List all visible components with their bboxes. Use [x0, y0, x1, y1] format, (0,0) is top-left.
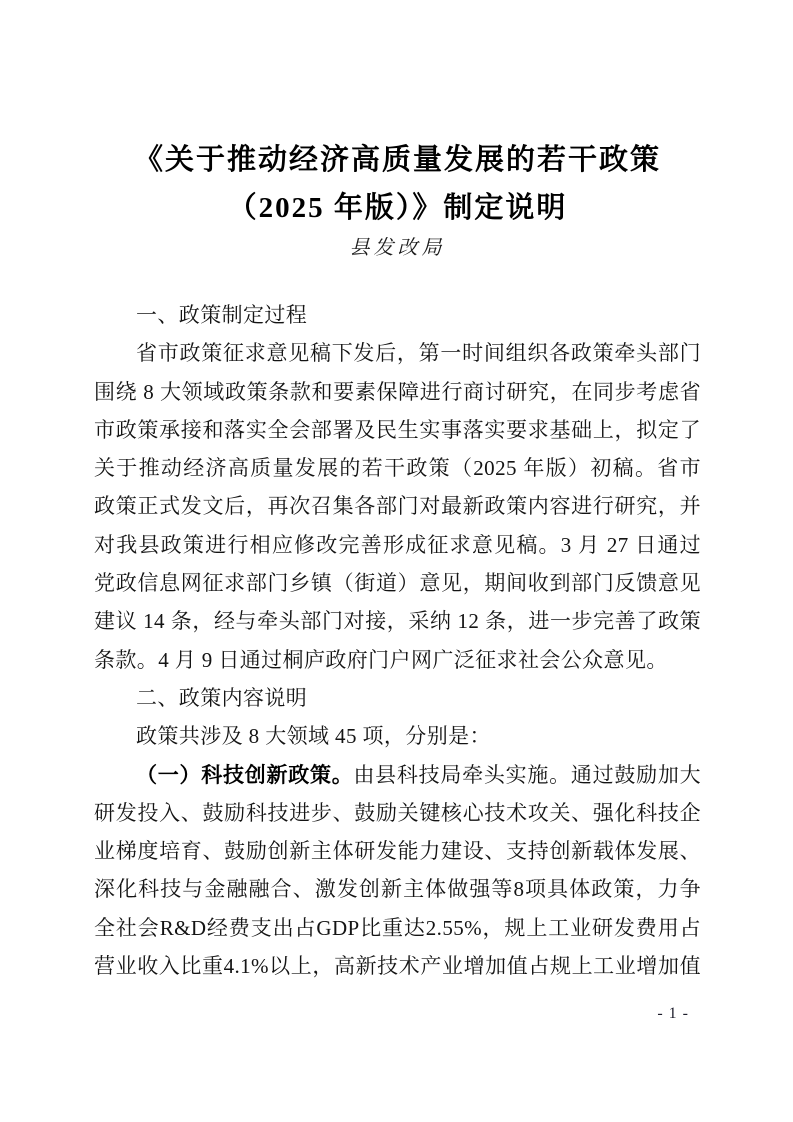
body-line-bold-lead: （一）科技创新政策。 — [136, 762, 354, 787]
document-content — [94, 136, 701, 985]
body-line: 政策共涉及 8 大领域 45 项，分别是： — [136, 724, 491, 749]
body-line: 深化科技与金融融合、激发创新主体做强等8项具体政策，力争 — [94, 877, 701, 902]
document-title-line2: （2025 年版）》制定说明 — [227, 192, 568, 224]
body-line: 省市政策征求意见稿下发后，第一时间组织各政策牵头部门 — [136, 341, 701, 366]
body-line: 全社会R&D经费支出占GDP比重达2.55%，规上工业研发费用占 — [94, 915, 701, 940]
body-line: 业梯度培育、鼓励创新主体研发能力建设、支持创新载体发展、 — [94, 839, 701, 864]
body-line: 关于推动经济高质量发展的若干政策（2025 年版）初稿。省市 — [94, 456, 701, 481]
document-title-line1: 《关于推动经济高质量发展的若干政策 — [133, 144, 661, 176]
body-line: 市政策承接和落实全会部署及民生实事落实要求基础上，拟定了 — [94, 417, 701, 442]
body-line: 政策正式发文后，再次召集各部门对最新政策内容进行研究，并 — [94, 494, 701, 519]
body-line: 条款。4 月 9 日通过桐庐政府门户网广泛征求社会公众意见。 — [94, 647, 668, 672]
document-author: 县发改局 — [349, 237, 446, 259]
body-line: 二、政策内容说明 — [136, 685, 308, 710]
body-text — [94, 296, 701, 985]
body-line: 围绕 8 大领域政策条款和要素保障进行商讨研究，在同步考虑省 — [94, 379, 701, 404]
page-number: - 1 - — [657, 1005, 689, 1022]
body-line: 营业收入比重4.1%以上，高新技术产业增加值占规上工业增加值 — [94, 954, 701, 979]
body-line: 研发投入、鼓励科技进步、鼓励关键核心技术攻关、强化科技企 — [94, 800, 701, 825]
body-line: 建议 14 条，经与牵头部门对接，采纳 12 条，进一步完善了政策 — [94, 609, 701, 634]
body-line: 对我县政策进行相应修改完善形成征求意见稿。3 月 27 日通过 — [94, 532, 701, 557]
body-line: 党政信息网征求部门乡镇（街道）意见，期间收到部门反馈意见 — [94, 571, 701, 596]
document-title — [94, 136, 701, 232]
body-line: （一）科技创新政策。由县科技局牵头实施。通过鼓励加大 — [136, 762, 701, 787]
body-line: 一、政策制定过程 — [136, 303, 308, 327]
